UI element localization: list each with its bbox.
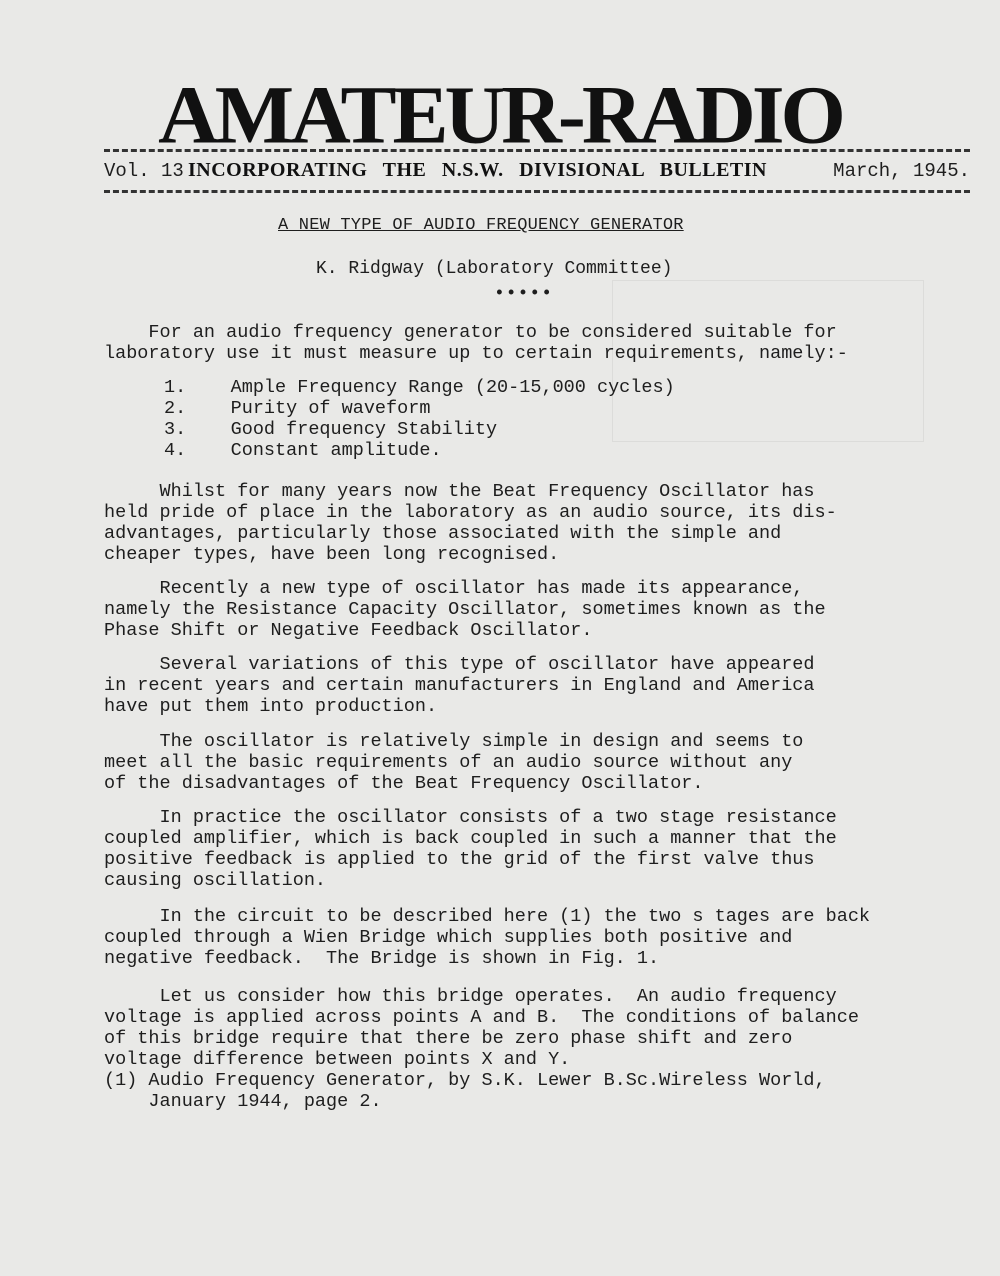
separator-dots: ••••• xyxy=(494,284,554,304)
paragraph-practice: In practice the oscillator consists of a two stage resistance coupled amplifier, which is back coupled in such a manner that the positive feedback is applied to the grid of the first valve thus causing oscillation. xyxy=(104,807,837,891)
footnote: (1) Audio Frequency Generator, by S.K. Lewer B.Sc.Wireless World, January 1944, page 2. xyxy=(104,1070,826,1112)
paragraph-bridge: Let us consider how this bridge operates. An audio frequency voltage is applied across points A and B. The conditions of balance of this bridge require that there be zero phase shift and zero voltage difference between points X and Y. xyxy=(104,986,859,1070)
masthead-title: AMATEUR-RADIO xyxy=(158,69,842,162)
paragraph-design: The oscillator is relatively simple in design and seems to meet all the basic requirements of an audio source without any of the disadvantages of the Beat Frequency Oscillator. xyxy=(104,731,804,794)
paragraph-circuit: In the circuit to be described here (1) the two s tages are back coupled through a Wien Bridge which supplies both positive and negative feedback. The Bridge is shown in Fig. 1. xyxy=(104,906,871,969)
paragraph-recently: Recently a new type of oscillator has made its appearance, namely the Resistance Capacity Oscillator, sometimes known as the Phase Shift or Negative Feedback Oscillator. xyxy=(104,578,826,641)
issue-date: March, 1945. xyxy=(833,160,970,182)
paragraph-intro: For an audio frequency generator to be considered suitable for laboratory use it must measure up to certain requirements, namely:- xyxy=(104,322,848,364)
article-author: K. Ridgway (Laboratory Committee) xyxy=(316,259,673,279)
header-rule-bottom xyxy=(104,190,970,193)
article-title: A NEW TYPE OF AUDIO FREQUENCY GENERATOR xyxy=(278,216,684,235)
requirements-list: 1. Ample Frequency Range (20-15,000 cycles) 2. Purity of waveform 3. Good frequency Stability 4. Constant amplitude. xyxy=(164,377,675,461)
paragraph-bfo: Whilst for many years now the Beat Frequency Oscillator has held pride of place in the laboratory as an audio source, its dis- advantages, particularly those associated with the simple and cheaper types, have been long recognised. xyxy=(104,481,837,565)
issue-line xyxy=(104,158,970,186)
incorporating-banner: INCORPORATING THE N.S.W. DIVISIONAL BULLETIN xyxy=(188,159,767,181)
volume-number: Vol. 13 xyxy=(104,160,184,182)
header-rule-top xyxy=(104,149,970,152)
paragraph-variations: Several variations of this type of oscillator have appeared in recent years and certain manufacturers in England and America have put them into production. xyxy=(104,654,815,717)
